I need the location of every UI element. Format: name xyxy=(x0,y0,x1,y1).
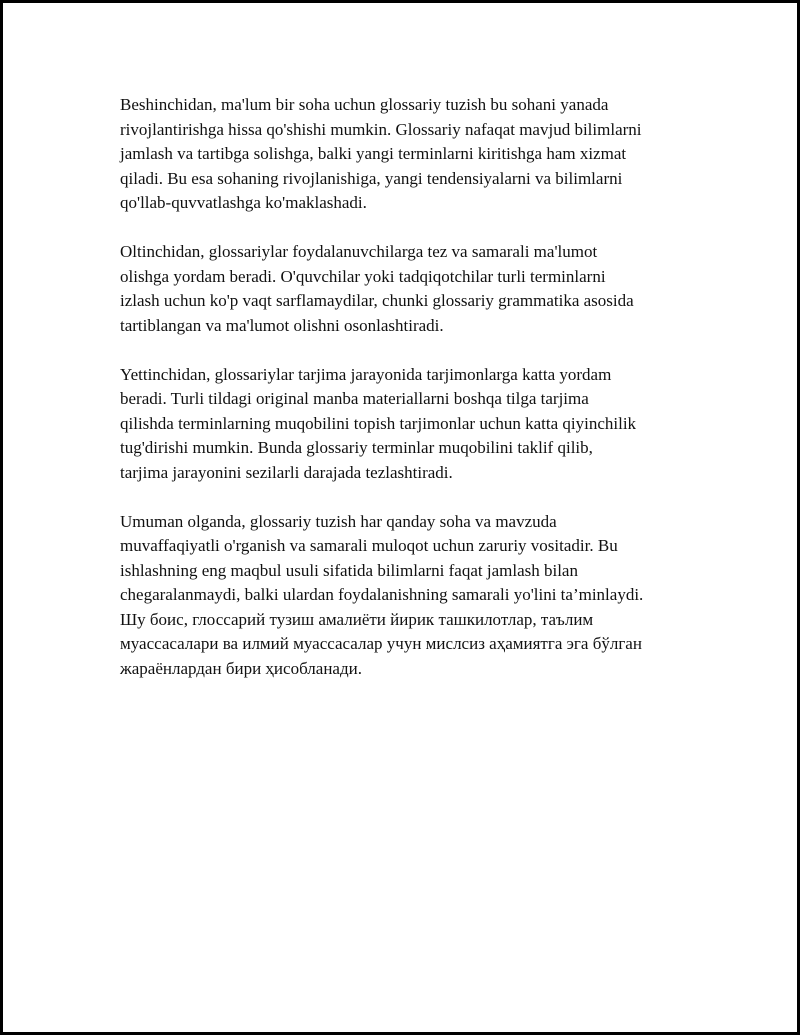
paragraph-yettinchidan: Yettinchidan, glossariylar tarjima jarayonida tarjimonlarga katta yordam beradi. Turli tildagi original manba materiallarni boshqa tilga tarjima qilishda terminlarning muqobilini topish tarjimonlar uchun katta qiyinchilik tug'dirishi mumkin. Bunda glossariy terminlar muqobilini taklif qilib, tarjima jarayonini sezilarli darajada tezlashtiradi. xyxy=(120,364,637,482)
paragraph-oltinchidan: Oltinchidan, glossariylar foydalanuvchilarga tez va samarali ma'lumot olishga yordam beradi. O'quvchilar yoki tadqiqotchilar turli terminlarni izlash uchun ko'p vaqt sarflamaydilar, chunki glossariy grammatika asosida tartiblangan va ma'lumot olishni osonlashtiradi. xyxy=(120,242,634,335)
document-body xyxy=(120,93,700,706)
paragraph-umuman-olganda: Umuman olganda, glossariy tuzish har qanday soha va mavzuda muvaffaqiyatli o'rganish va samarali muloqot uchun zaruriy vositadir. Bu ishlashning eng maqbul usuli sifatida bilimlarni faqat jamlash bilan chegaralanmaydi, balki ulardan foydalanishning samarali yo'lini ta’minlaydi. Шу боис, глоссарий тузиш амалиёти йирик ташкилотлар, таълим муассасалари ва илмий муассасалар учун мислсиз аҳамиятга эга бўлган жараёнлардан бири ҳисобланади. xyxy=(120,511,644,678)
paragraph-beshinchidan: Beshinchidan, ma'lum bir soha uchun glossariy tuzish bu sohani yanada rivojlantirishga hissa qo'shishi mumkin. Glossariy nafaqat mavjud bilimlarni jamlash va tartibga solishga, balki yangi terminlarni kiritishga ham xizmat qiladi. Bu esa sohaning rivojlanishiga, yangi tendensiyalarni va bilimlarni qo'llab-quvvatlashga ko'maklashadi. xyxy=(120,95,642,212)
